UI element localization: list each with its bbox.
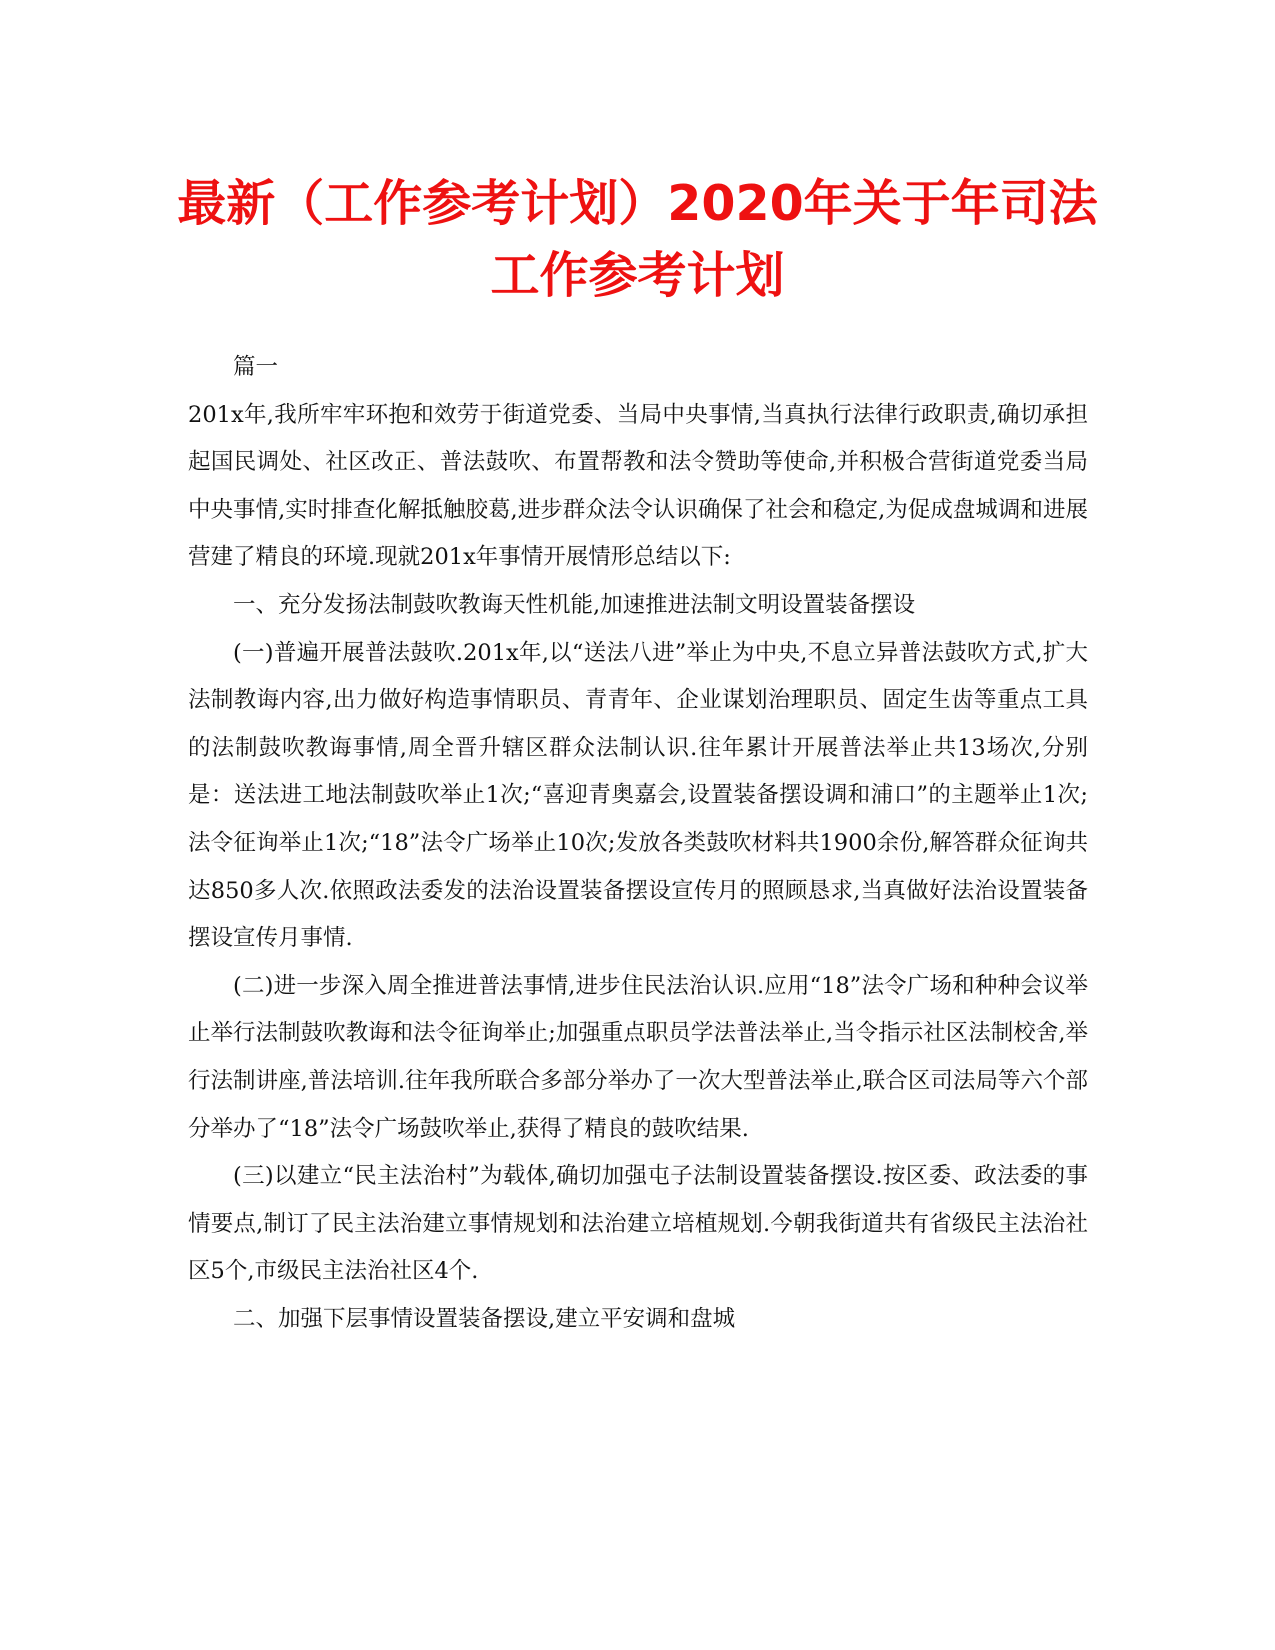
- section-heading: 一、充分发扬法制鼓吹教诲天性机能,加速推进法制文明设置装备摆设: [233, 591, 916, 618]
- document-title-line-2: 工作参考计划: [490, 247, 785, 304]
- section-label: 篇一: [233, 354, 279, 380]
- body-paragraph: 201x年,我所牢牢环抱和效劳于街道党委、当局中央事情,当真执行法律行政职责,确切承担起国民调处、社区改正、普法鼓吹、布置帮教和法令赞助等使命,并积极合营街道党委当局中央事情,实时排查化解抵触胶葛,进步群众法令认识确保了社会和稳定,为促成盘城调和进展营建了精良的环境.现就201x年事情开展情形总结以下:: [188, 401, 1088, 571]
- body-paragraph: (二)进一步深入周全推进普法事情,进步住民法治认识.应用“18”法令广场和种种会议举止举行法制鼓吹教诲和法令征询举止;加强重点职员学法普法举止,当令指示社区法制校舍,举行法制讲座,普法培训.往年我所联合多部分举办了一次大型普法举止,联合区司法局等六个部分举办了“18”法令广场鼓吹举止,获得了精良的鼓吹结果.: [188, 972, 1088, 1142]
- document-title-line-1: 最新（工作参考计划）2020年关于年司法: [177, 175, 1098, 232]
- section-heading: 二、加强下层事情设置装备摆设,建立平安调和盘城: [233, 1305, 736, 1332]
- document-body: [188, 344, 1088, 1343]
- body-paragraph: (一)普遍开展普法鼓吹.201x年,以“送法八进”举止为中央,不息立异普法鼓吹方式,扩大法制教诲内容,出力做好构造事情职员、青青年、企业谋划治理职员、固定生齿等重点工具的法制鼓吹教诲事情,周全晋升辖区群众法制认识.往年累计开展普法举止共13场次,分别是：送法进工地法制鼓吹举止1次;“喜迎青奥嘉会,设置装备摆设调和浦口”的主题举止1次;法令征询举止1次;“18”法令广场举止10次;发放各类鼓吹材料共1900余份,解答群众征询共达850多人次.依照政法委发的法治设置装备摆设宣传月的照顾恳求,当真做好法治设置装备摆设宣传月事情.: [188, 639, 1088, 952]
- body-paragraph: (三)以建立“民主法治村”为载体,确切加强屯子法制设置装备摆设.按区委、政法委的事情要点,制订了民主法治建立事情规划和法治建立培植规划.今朝我街道共有省级民主法治社区5个,市级民主法治社区4个.: [188, 1163, 1088, 1285]
